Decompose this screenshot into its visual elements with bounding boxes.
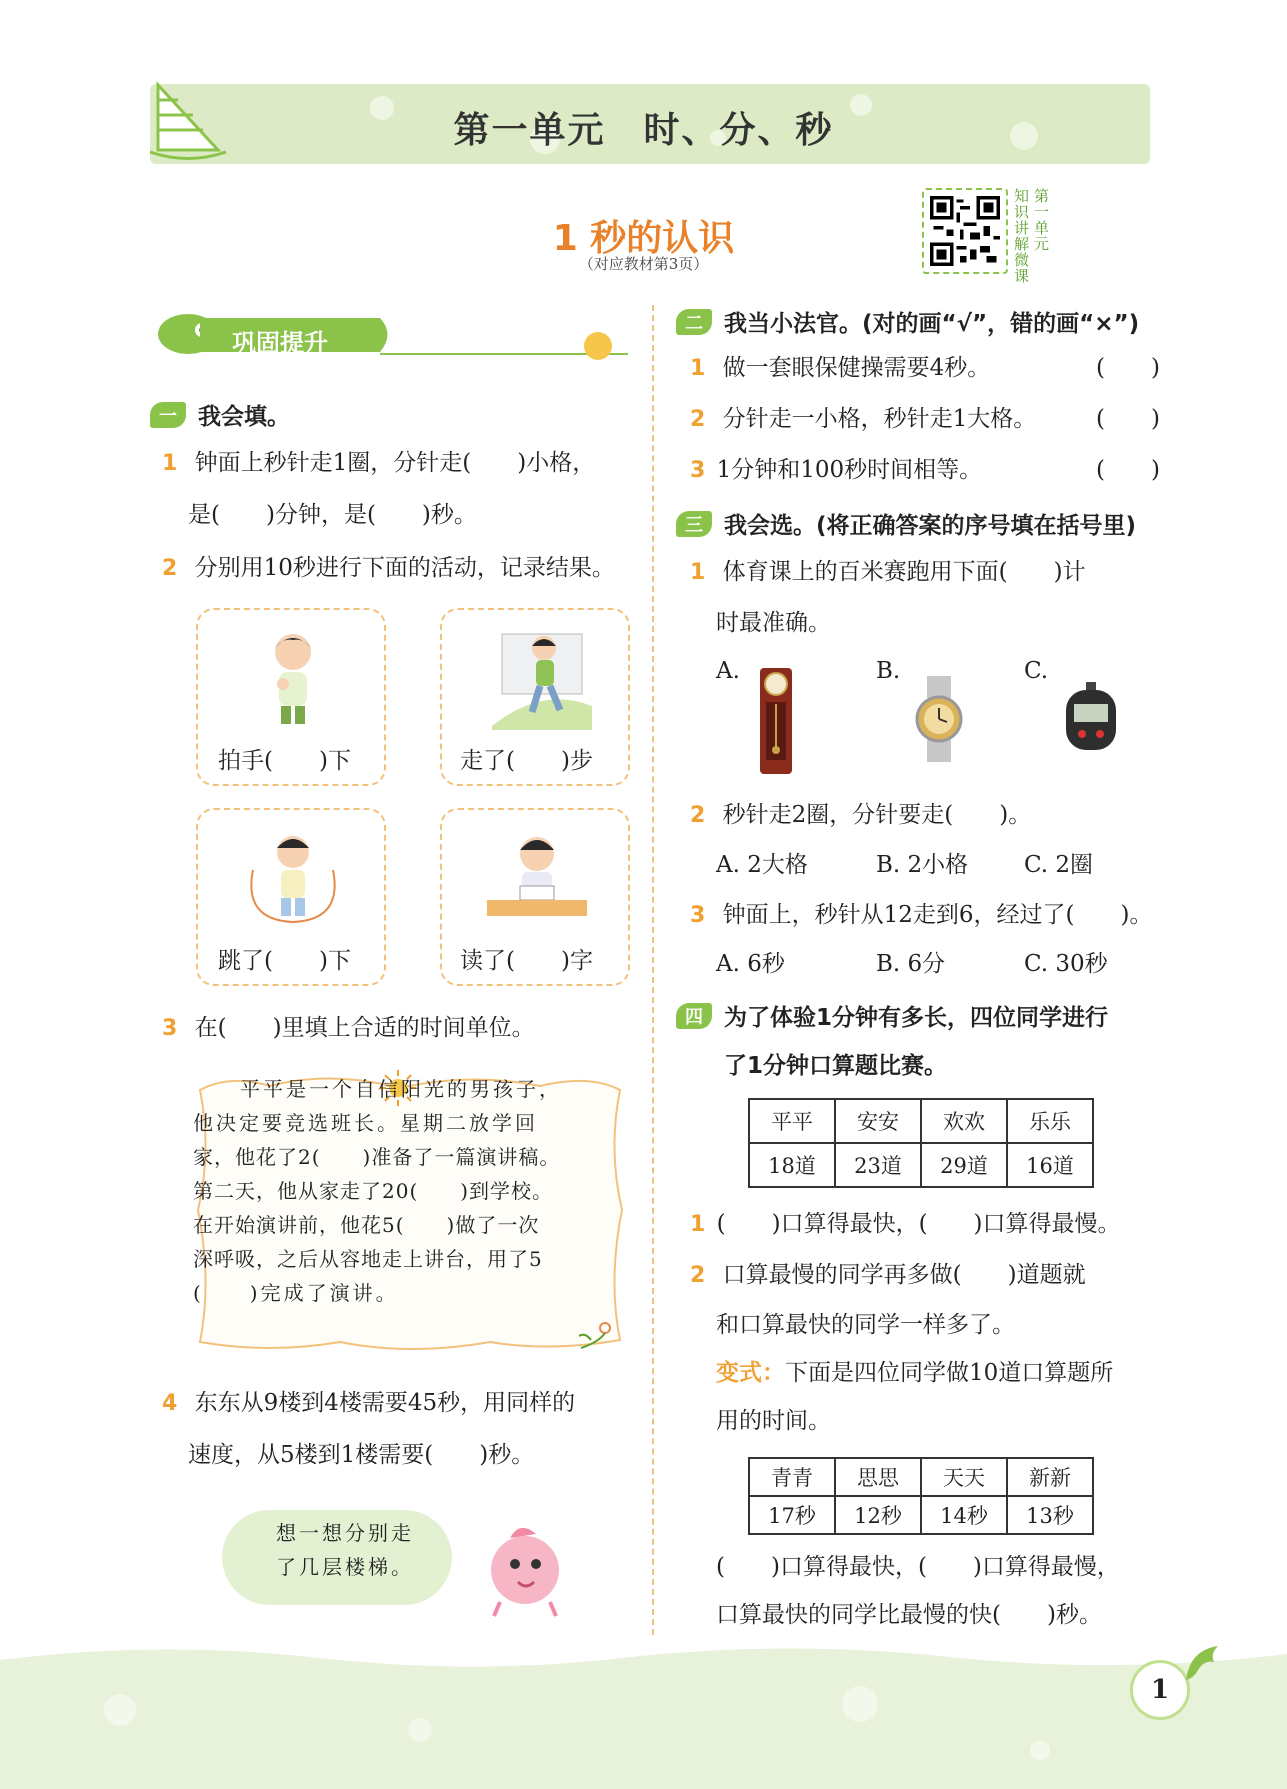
- table-cell: 16道: [1007, 1143, 1093, 1187]
- table-row: [749, 1458, 1093, 1496]
- judge-2-number: 2: [690, 407, 706, 432]
- story-line-1: 平平是一个自信阳光的男孩子，: [217, 1077, 562, 1101]
- choice-q3-number: 3: [690, 903, 706, 928]
- section-1-title: 我会填。: [198, 404, 290, 430]
- table-row: [749, 1099, 1093, 1143]
- option-a-label: A.: [716, 658, 740, 684]
- section-2-header: [676, 305, 1139, 338]
- q2-text: 分别用10秒进行下面的活动，记录结果。: [194, 555, 615, 581]
- sec4-q1-text: ( )口算得最快，( )口算得最慢。: [716, 1211, 1121, 1237]
- choice-q3-opt-c[interactable]: C. 30秒: [1024, 951, 1108, 977]
- count-table: [748, 1098, 1094, 1188]
- table-cell: 青青: [749, 1458, 835, 1496]
- q2-line: [162, 553, 615, 584]
- table-cell: 12秒: [835, 1496, 921, 1534]
- story-line-7: ( )完成了演讲。: [193, 1281, 399, 1305]
- judge-1-blank[interactable]: ( ): [1096, 355, 1160, 381]
- choice-q1-line1: [690, 557, 1086, 588]
- hint-text: [276, 1516, 414, 1584]
- section-3-title: 我会选。(将正确答案的序号填在括号里): [724, 513, 1137, 539]
- judge-2-blank[interactable]: ( ): [1096, 406, 1160, 432]
- section-banner-label: 巩固提升: [232, 329, 328, 357]
- section-4-line1: 为了体验1分钟有多长，四位同学进行: [724, 1005, 1109, 1031]
- variant-label: 变式：: [716, 1360, 785, 1386]
- sec4-q2-number: 2: [690, 1263, 706, 1288]
- q1-number: 1: [162, 451, 178, 476]
- story-line-3: 家，他花了2( )准备了一篇演讲稿。: [193, 1145, 561, 1169]
- q3-line: [162, 1013, 535, 1044]
- section-4-line2: 了1分钟口算题比赛。: [724, 1053, 948, 1079]
- section-3-tag: 三: [676, 511, 712, 537]
- judge-item-1: [690, 353, 1160, 384]
- section-4-header: [676, 999, 1108, 1032]
- choice-q2-opt-a[interactable]: A. 2大格: [716, 852, 808, 878]
- sec4-q1-line: [690, 1209, 1121, 1240]
- judge-item-3: [690, 455, 1160, 486]
- q1-line1: [162, 448, 595, 479]
- table-cell: 平平: [749, 1099, 835, 1143]
- choice-q2-number: 2: [690, 803, 706, 828]
- section-1-header: [150, 398, 290, 431]
- story-line-4: 第二天，他从家走了20( )到学校。: [193, 1179, 554, 1203]
- table-cell: 思思: [835, 1458, 921, 1496]
- boy-reading-icon: [482, 830, 592, 930]
- variant-answer-line2: 口算最快的同学比最慢的快( )秒。: [716, 1602, 1102, 1628]
- q3-number: 3: [162, 1016, 178, 1041]
- sec4-q2-text1: 口算最慢的同学再多做( )道题就: [722, 1262, 1086, 1288]
- table-cell: 安安: [835, 1099, 921, 1143]
- variant-line2: 用的时间。: [716, 1408, 831, 1434]
- table-cell: 14秒: [921, 1496, 1007, 1534]
- sec4-q1-number: 1: [690, 1212, 706, 1237]
- option-b-label: B.: [876, 658, 901, 684]
- grandfather-clock-icon[interactable]: [756, 662, 796, 776]
- unit-title: 第一单元 时、分、秒: [453, 110, 834, 151]
- choice-q1-line2: 时最准确。: [716, 610, 831, 636]
- activity-card-walk: [440, 608, 630, 786]
- flower-icon: [575, 1318, 619, 1352]
- table-cell: 29道: [921, 1143, 1007, 1187]
- q4-text1: 东东从9楼到4楼需要45秒，用同样的: [194, 1390, 576, 1416]
- section-1-tag: 一: [150, 402, 186, 428]
- pink-mascot-icon: [470, 1512, 580, 1622]
- sec4-q2-line2: 和口算最快的同学一样多了。: [716, 1312, 1015, 1338]
- choice-q3-line: [690, 900, 1152, 931]
- judge-1-text: 做一套眼保健操需要4秒。: [722, 355, 991, 381]
- table-cell: 新新: [1007, 1458, 1093, 1496]
- table-cell: 17秒: [749, 1496, 835, 1534]
- activity-card-jump: [196, 808, 386, 986]
- story-line-5: 在开始演讲前，他花5( )做了一次: [193, 1213, 540, 1237]
- q4-line2: 速度，从5楼到1楼需要( )秒。: [188, 1442, 535, 1468]
- judge-3-blank[interactable]: ( ): [1096, 457, 1160, 483]
- section-4-tag: 四: [676, 1003, 712, 1029]
- section-2-tag: 二: [676, 309, 712, 335]
- section-2-title: 我当小法官。(对的画“√”，错的画“×”): [724, 311, 1140, 337]
- choice-q2-line: [690, 800, 1031, 831]
- variant-text1: 下面是四位同学做10道口算题所: [785, 1360, 1114, 1386]
- story-text: [193, 1072, 618, 1352]
- table-cell: 23道: [835, 1143, 921, 1187]
- qr-label-col1: 知识讲解微课: [1012, 188, 1030, 284]
- hint-line1: 想一想分别走: [276, 1521, 414, 1545]
- choice-q2-opt-c[interactable]: C. 2圈: [1024, 852, 1094, 878]
- page-number: 1: [1130, 1660, 1190, 1720]
- section-banner-shape: [150, 308, 630, 360]
- activity-card-clap: [196, 608, 386, 786]
- table-cell: 天天: [921, 1458, 1007, 1496]
- boy-clapping-icon: [253, 628, 333, 728]
- sec4-q2-line1: [690, 1260, 1086, 1291]
- variant-answer-line1: ( )口算得最快，( )口算得最慢，: [716, 1554, 1120, 1580]
- qr-code-icon[interactable]: [930, 196, 1000, 266]
- story-line-2: 他决定要竞选班长。星期二放学回: [193, 1111, 538, 1135]
- card-walk-label: 走了( )步: [460, 748, 593, 774]
- card-jump-label: 跳了( )下: [218, 948, 351, 974]
- activity-card-read: [440, 808, 630, 986]
- qr-label-col2: 第一单元: [1032, 188, 1050, 252]
- choice-q3-opt-b[interactable]: B. 6分: [876, 951, 946, 977]
- judge-3-number: 3: [690, 458, 706, 483]
- q3-text: 在( )里填上合适的时间单位。: [194, 1015, 535, 1041]
- q2-number: 2: [162, 556, 178, 581]
- judge-item-2: [690, 404, 1160, 435]
- story-line-6: 深呼吸，之后从容地走上讲台，用了5: [193, 1247, 543, 1271]
- table-cell: 欢欢: [921, 1099, 1007, 1143]
- choice-q2-opt-b[interactable]: B. 2小格: [876, 852, 969, 878]
- choice-q3-text: 钟面上，秒针从12走到6，经过了( )。: [722, 902, 1153, 928]
- judge-2-text: 分针走一小格，秒针走1大格。: [722, 406, 1037, 432]
- hint-line2: 了几层楼梯。: [276, 1555, 414, 1579]
- q4-line1: [162, 1388, 575, 1419]
- section-3-header: [676, 507, 1136, 540]
- choice-q2-text: 秒针走2圈，分针要走( )。: [722, 802, 1032, 828]
- q4-number: 4: [162, 1391, 178, 1416]
- q1-text1: 钟面上秒针走1圈，分针走( )小格，: [194, 450, 596, 476]
- table-cell: 18道: [749, 1143, 835, 1187]
- judge-1-number: 1: [690, 356, 706, 381]
- table-row: [749, 1496, 1093, 1534]
- dolphin-icon: [1180, 1640, 1224, 1690]
- boy-walking-icon: [492, 626, 592, 730]
- card-clap-label: 拍手( )下: [218, 748, 351, 774]
- variant-line1: [716, 1358, 1113, 1388]
- table-cell: 13秒: [1007, 1496, 1093, 1534]
- q1-line2: 是( )分钟，是( )秒。: [188, 502, 477, 528]
- lesson-subtitle: （对应教材第3页）: [578, 255, 709, 273]
- wristwatch-icon[interactable]: [913, 676, 965, 762]
- choice-q1-text1: 体育课上的百米赛跑用下面( )计: [722, 559, 1086, 585]
- stopwatch-icon[interactable]: [1064, 682, 1118, 752]
- choice-q3-opt-a[interactable]: A. 6秒: [716, 951, 785, 977]
- card-read-label: 读了( )字: [460, 948, 593, 974]
- lesson-title: 1 秒的认识: [552, 218, 735, 259]
- judge-3-text: 1分钟和100秒时间相等。: [716, 457, 983, 483]
- column-divider: [652, 305, 654, 1635]
- boy-jumping-rope-icon: [243, 830, 343, 930]
- time-table: [748, 1457, 1094, 1535]
- table-row: [749, 1143, 1093, 1187]
- table-cell: 乐乐: [1007, 1099, 1093, 1143]
- option-c-label: C.: [1024, 658, 1049, 684]
- choice-q1-number: 1: [690, 560, 706, 585]
- bottom-wave: [0, 1640, 1287, 1789]
